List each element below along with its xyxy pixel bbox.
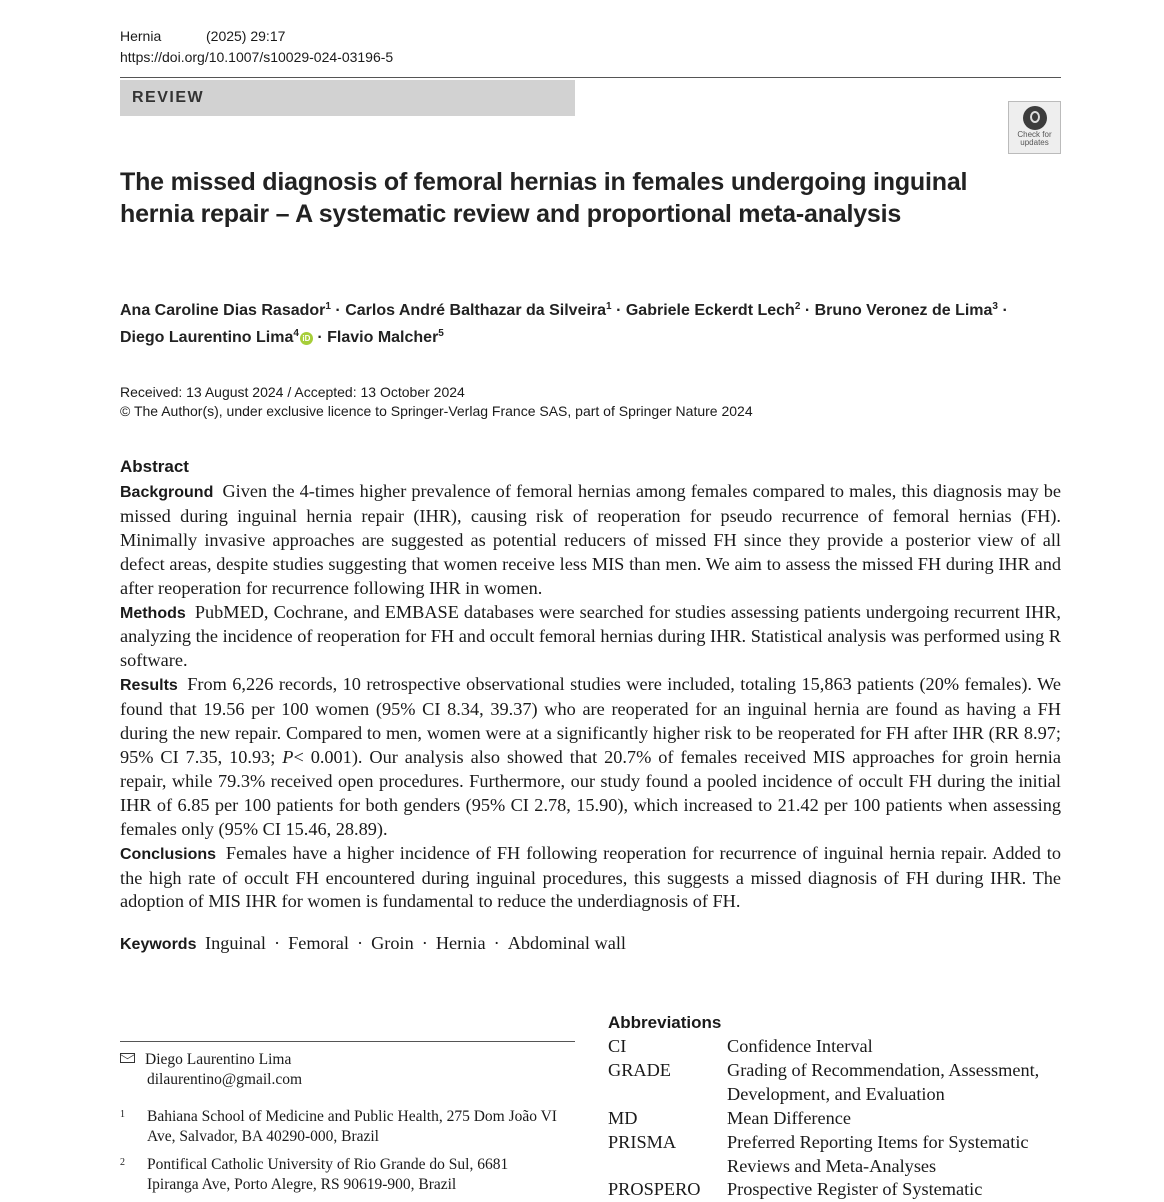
crossmark-icon [1023, 106, 1047, 130]
article-type-label: REVIEW [132, 89, 205, 106]
abstract-background: Background Given the 4-times higher prevalence of femoral hernias among females compared to males, this diagnosis may be missed during inguinal hernia repair (IHR), causing risk of reoperation for pseudo recurrence of femoral hernias (FH). Minimally invasive approaches are suggested as potential reducers of missed FH since they provide a posterior view of all defect areas, despite studies suggesting that women receive less MIS than men. We aim to assess the missed FH during IHR and after reoperation for recurrence following IHR in women. [120, 481, 1061, 598]
abstract-conclusions: Conclusions Females have a higher incidence of FH following reoperation for recurrence of inguinal hernia repair. Added to the high rate of occult FH encountered during inguinal procedures, this suggests a missed diagnosis of FH during IHR. The adoption of MIS IHR for women is fundamental to reduce the underdiagnosis of FH. [120, 842, 1061, 912]
corresponding-author: Diego Laurentino Lima [145, 1051, 292, 1068]
author[interactable]: Carlos André Balthazar da Silveira$^1$ [345, 301, 612, 319]
abbreviation-row: MD Mean Difference [608, 1107, 852, 1128]
journal-citation [120, 26, 285, 46]
author[interactable]: Ana Caroline Dias Rasador$^1$ [120, 301, 331, 319]
keyword: Inguinal [205, 933, 266, 953]
orcid-icon[interactable]: iD [300, 332, 313, 345]
article-title: The missed diagnosis of femoral hernias in females undergoing inguinal hernia repair – A systematic review and proportional meta-analysis [120, 168, 968, 228]
abstract-body [120, 480, 1061, 914]
author-separator: · [616, 302, 622, 319]
copyright-notice: © The Author(s), under exclusive licence to Springer-Verlag France SAS, part of Springer Nature 2024 [120, 403, 753, 419]
abbreviation-row: GRADE Grading of Recommendation, Assessment, Development, and Evaluation [608, 1059, 1040, 1104]
badge-line-2: updates [1020, 138, 1049, 147]
author[interactable]: Bruno Veronez de Lima$^3$ [814, 301, 998, 319]
author[interactable]: Flavio Malcher$^5$ [327, 328, 444, 346]
affiliation-number: 1 [120, 1109, 125, 1120]
footnote-divider [120, 1041, 575, 1042]
conclusions-label: Conclusions [120, 845, 217, 863]
affiliation-number: 2 [120, 1157, 125, 1168]
badge-line-1: Check for [1017, 130, 1052, 139]
affiliation [120, 1107, 560, 1147]
header-divider [120, 77, 1061, 78]
author-separator: · [1002, 302, 1008, 319]
author-separator: · [804, 302, 811, 319]
affiliation-text: Pontifical Catholic University of Rio Grande do Sul, 6681 Ipiranga Ave, Porto Alegre, RS 90619-900, Brazil [147, 1156, 509, 1193]
abbreviations-heading: Abbreviations [608, 1013, 722, 1032]
journal-volume: (2025) 29:17 [206, 28, 286, 44]
keywords: Keywords Inguinal · Femoral · Groin · Hernia · Abdominal wall [120, 933, 627, 953]
correspondence [120, 1050, 560, 1090]
background-label: Background [120, 484, 214, 501]
keyword: Hernia [435, 933, 486, 953]
results-label: Results [120, 677, 178, 695]
check-for-updates-badge[interactable] [1008, 101, 1061, 154]
keyword: Abdominal wall [507, 933, 627, 953]
corresponding-email[interactable]: dilaurentino@gmail.com [147, 1071, 303, 1088]
doi-link[interactable]: https://doi.org/10.1007/s10029-024-03196-5 [120, 49, 394, 65]
received-accepted-dates: Received: 13 August 2024 / Accepted: 13 October 2024 [120, 384, 465, 400]
keyword: Femoral [288, 933, 350, 953]
abstract-methods: Methods PubMED, Cochrane, and EMBASE databases were searched for studies assessing patients undergoing recurrent IHR, analyzing the incidence of reoperation for FH and occult femoral hernias during IHR. Statistical analysis was performed using R software. [120, 601, 1061, 671]
keywords-label: Keywords [120, 936, 197, 953]
affiliation-text: Bahiana School of Medicine and Public Health, 275 Dom João VI Ave, Salvador, BA 40290-000, Brazil [147, 1108, 557, 1145]
affiliation [120, 1155, 560, 1195]
abstract-heading: Abstract [120, 457, 189, 476]
article-type-banner [120, 80, 575, 116]
author-separator: · [335, 302, 341, 319]
envelope-icon [120, 1053, 135, 1063]
author-list [120, 297, 1065, 351]
methods-label: Methods [120, 604, 186, 622]
abbreviation-row: PROSPERO Prospective Register of Systematic [608, 1179, 983, 1200]
author[interactable]: Diego Laurentino Lima$^4$ iD [120, 329, 313, 346]
abstract-results: Results From 6,226 records, 10 retrospective observational studies were included, totaling 15,863 patients (20% females). We found that 19.56 per 100 women (95% CI 8.34, 39.37) who are reoperated for an inguinal hernia are found as having a FH during the new repair. Compared to men, women were at a significantly higher risk to be reoperated for FH after IHR (RR 8.97; 95% CI 7.35, 10.93; P< 0.001). Our analysis also showed that 20.7% of females received MIS approaches for groin hernia repair, while 79.3% received open procedures. Furthermore, our study found a pooled incidence of occult FH during the initial IHR of 6.85 per 100 patients for both genders (95% CI 2.78, 15.90), which increased to 21.42 per 100 patients when assessing females only (95% CI 15.46, 28.89). [120, 674, 1061, 839]
abbreviations-table [608, 1035, 1068, 1202]
abbreviation-row: PRISMA Preferred Reporting Items for Systematic Reviews and Meta-Analyses [608, 1131, 1029, 1176]
author-separator: · [317, 329, 323, 346]
keyword: Groin [371, 933, 414, 953]
journal-name: Hernia [120, 28, 162, 44]
author[interactable]: Gabriele Eckerdt Lech$^2$ [625, 301, 801, 319]
abbreviation-row: CI Confidence Interval [608, 1036, 873, 1056]
